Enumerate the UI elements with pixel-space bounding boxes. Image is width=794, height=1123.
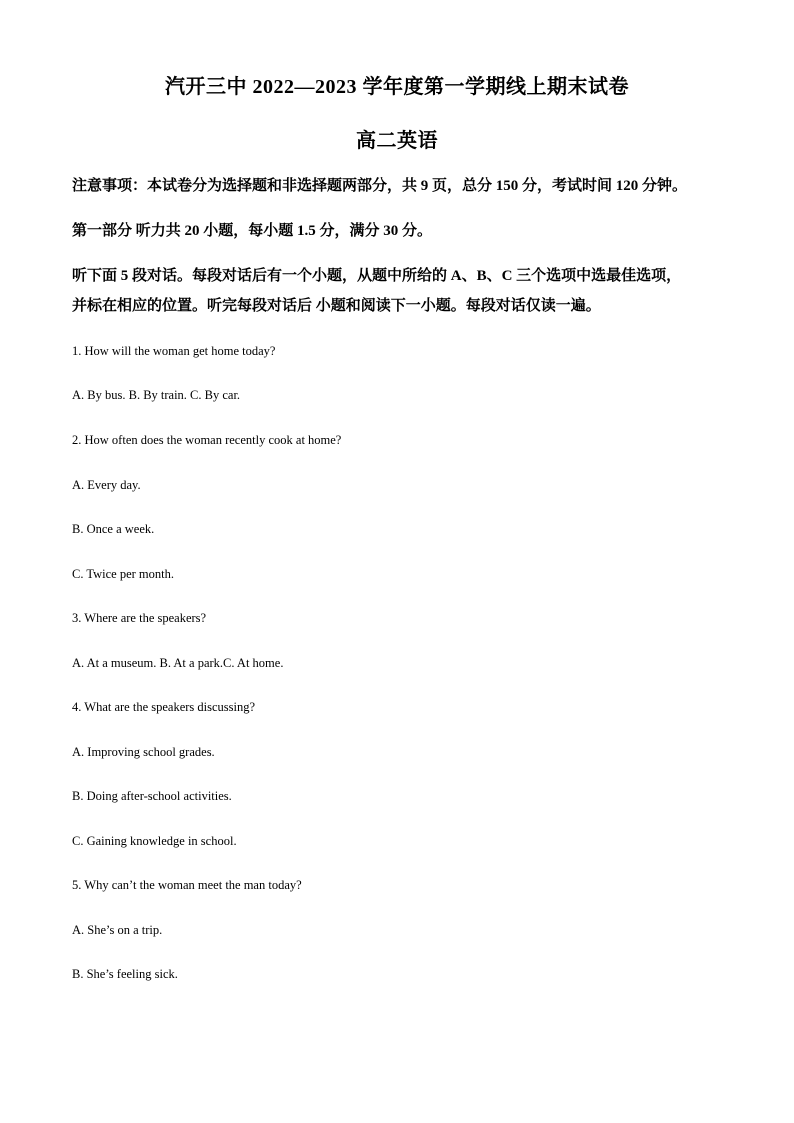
question-4-option-a: A. Improving school grades. [72,745,215,759]
exam-title: 汽开三中 2022—2023 学年度第一学期线上期末试卷 [165,76,629,98]
directions-line-2: 并标在相应的位置。听完每段对话后 小题和阅读下一小题。每段对话仅读一遍。 [72,298,601,314]
question-2-option-a: A. Every day. [72,478,141,492]
question-2-option-b: B. Once a week. [72,522,155,536]
question-3-options: A. At a museum. B. At a park.C. At home. [72,656,284,670]
part1-heading: 第一部分 听力共 20 小题，每小题 1.5 分，满分 30 分。 [72,223,433,239]
question-5-option-b: B. She’s feeling sick. [72,967,178,981]
question-1-options: A. By bus. B. By train. C. By car. [72,388,241,402]
question-5-stem: 5. Why can’t the woman meet the man today? [72,878,302,892]
notice-text: 注意事项：本试卷分为选择题和非选择题两部分，共 9 页，总分 150 分，考试时间 120 分钟。 [72,178,688,194]
question-4-option-b: B. Doing after-school activities. [72,789,232,803]
question-4-stem: 4. What are the speakers discussing? [72,700,256,714]
question-5-option-a: A. She’s on a trip. [72,923,163,937]
question-2-option-c: C. Twice per month. [72,567,175,581]
question-2-stem: 2. How often does the woman recently cook at home? [72,433,342,447]
question-4-option-c: C. Gaining knowledge in school. [72,834,237,848]
directions-line-1: 听下面 5 段对话。每段对话后有一个小题，从题中所给的 A、B、C 三个选项中选最佳选项， [72,268,682,284]
subject-title: 高二英语 [356,130,438,152]
question-1-stem: 1. How will the woman get home today? [72,344,276,358]
question-3-stem: 3. Where are the speakers? [72,611,207,625]
